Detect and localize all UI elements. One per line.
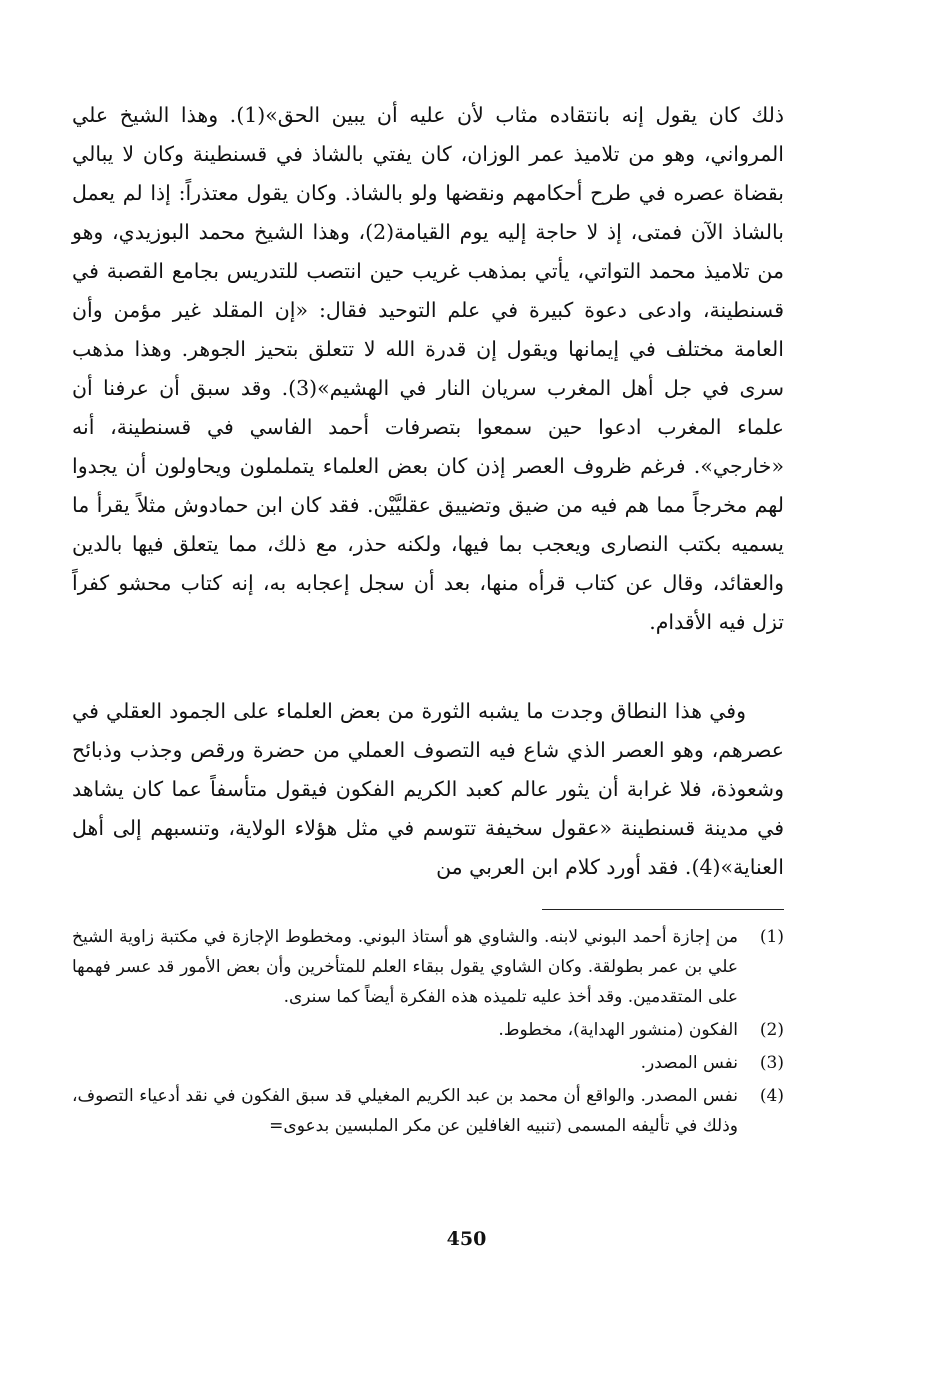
body-paragraph-2: وفي هذا النطاق وجدت ما يشبه الثورة من بعض العلماء على الجمود العقلي في عصرهم، وهو العصر الذي شاع فيه التصوف العملي من حضرة ورقص وجذب وذبائح وشعوذة، فلا غرابة أن يثور عالم كعبد الكريم الفكون فيقول متأسفاً عما كان يشاهد في مدينة قسنطينة «عقول سخيفة تتوسم في مثل هؤلاء الولاية، وتنسبهم إلى أهل العناية»(4). فقد أورد كلام ابن العربي من [72,699,784,879]
footnote-number: (3) [759,1053,784,1073]
footnote-separator [542,909,784,910]
footnote-text: الفكون (منشور الهداية)، مخطوط. [498,1020,738,1040]
footnote-text: نفس المصدر. [640,1053,738,1073]
footnote-3 [72,1048,784,1078]
footnote-number: (1) [759,927,784,947]
footnote-number: (2) [759,1020,784,1040]
page-number: 450 [446,1228,487,1250]
footnote-4 [72,1081,784,1141]
footnote-number: (4) [759,1086,784,1106]
footnote-2 [72,1015,784,1045]
body-paragraph-1: ذلك كان يقول إنه بانتقاده مثاب لأن عليه أن يبين الحق»(1). وهذا الشيخ علي المرواني، وهو من تلاميذ عمر الوزان، كان يفتي بالشاذ في قسنطينة وكان لا يبالي بقضاة عصره في طرح أحكامهم ونقضها ولو بالشاذ. وكان يقول معتذراً: إذا لم يعمل بالشاذ الآن فمتى، إذ لا حاجة إليه يوم القيامة(2)، وهذا الشيخ محمد البوزيدي، وهو من تلاميذ محمد التواتي، يأتي بمذهب غريب حين انتصب للتدريس بجامع القصبة في قسنطينة، وادعى دعوة كبيرة في علم التوحيد فقال: «إن المقلد غير مؤمن وأن العامة مختلف في إيمانها ويقول إن قدرة الله لا تتعلق بتحيز الجوهر. وهذا مذهب سرى في جل أهل المغرب سريان النار في الهشيم»(3). وقد سبق أن عرفنا أن علماء المغرب ادعوا حين سمعوا بتصرفات أحمد الفاسي في قسنطينة، أنه «خارجي». فرغم ظروف العصر إذن كان بعض العلماء يتململون ويحاولون أن يجدوا لهم مخرجاً مما هم فيه من ضيق وتضييق عقليَّيْن. فقد كان ابن حمادوش مثلاً يقرأ ما يسميه بكتب النصارى ويعجب بما فيها، ولكنه حذر، مع ذلك، مما يتعلق فيها بالدين والعقائد، وقال عن كتاب قرأه منها، بعد أن سجل إعجابه به، إنه كتاب محشو كفراً تزل فيه الأقدام. [72,103,785,634]
footnotes-list [72,922,784,1144]
footnote-text: نفس المصدر. والواقع أن محمد بن عبد الكريم المغيلي قد سبق الفكون في نقد أدعياء التصوف، وذلك في تأليفه المسمى (تنبيه الغافلين عن مكر الملبسين بدعوى= [72,1086,738,1136]
footnote-1 [72,922,784,1012]
footnote-text: من إجازة أحمد البوني لابنه. والشاوي هو أستاذ البوني. ومخطوط الإجازة في مكتبة زاوية الشيخ علي بن عمر بطولقة. وكان الشاوي يقول ببقاء العلم للمتأخرين وأن بعض الأمور قد عسر فهمها على المتقدمين. وقد أخذ عليه تلميذه هذه الفكرة أيضاً كما سنرى. [72,927,738,1007]
